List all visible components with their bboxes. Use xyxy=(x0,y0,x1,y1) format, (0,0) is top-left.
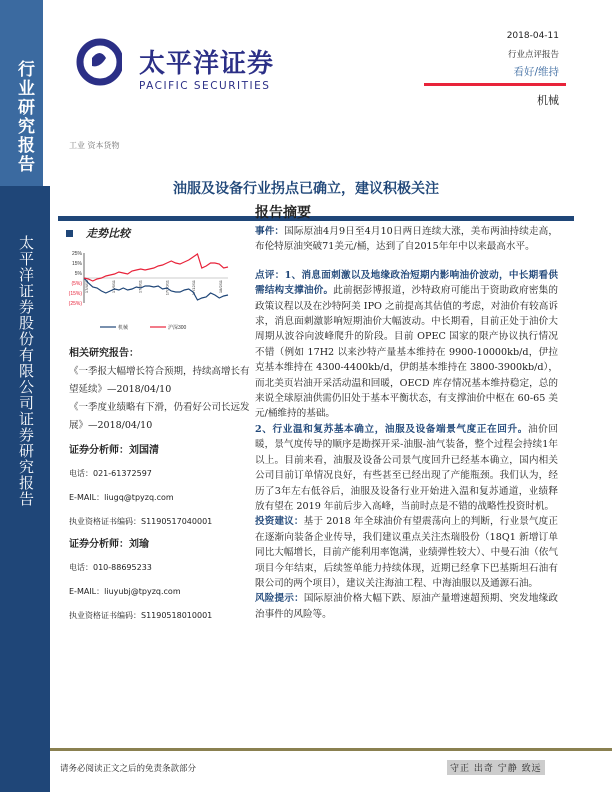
x-tick-label: 17/10/11 xyxy=(164,280,170,296)
rating: 看好/维持 xyxy=(513,66,559,78)
series-line-0 xyxy=(84,278,228,300)
brand-name-en: PACIFIC SECURITIES xyxy=(139,80,271,92)
brand-name-cn: 太平洋证券 xyxy=(139,49,275,79)
series-line-1 xyxy=(84,254,228,281)
related-report[interactable]: 《一季报大幅增长符合预期，持续高增长有望延续》—2018/04/10 xyxy=(69,366,250,395)
disclaimer-note: 请务必阅读正文之后的免责条款部分 xyxy=(60,764,197,774)
investment-label: 投资建议： xyxy=(255,516,304,528)
legend-label: 沪深300 xyxy=(168,325,187,331)
report-type: 行业点评报告 xyxy=(507,50,559,60)
x-tick-label: 17/12/11 xyxy=(191,280,197,296)
x-tick-label: 17/8/11 xyxy=(137,280,143,294)
company-logo-icon xyxy=(62,14,122,104)
analyst-cert: 执业资格证书编码：S1190517040001 xyxy=(69,517,213,526)
comment1-text: 此前据彭博报道，沙特政府可能出于资助政府密集的政策议程以及在沙特阿美 IPO 之前提高其估值的考虑，对油价有较高诉求，消息面刺激影响短期油价大幅波动。中长期看，目前正处于油价大周期从波谷向波峰爬升的阶段。目前 OPEC 国家的限产协议执行情况不错（例如 17H2 以来沙特产量基本维持在 9900-10000kb/d，伊拉克基本维持在 4300-4400kb/d，伊朗基本维持在 3800-3900kb/d），而北美页岩油开采活动温和回暖，OECD 库存情况基本维持稳定，总的来说全球原油供需仍旧处于基本平衡状态，有支撑油价中枢在 60-65 美元/桶维持的基础。 xyxy=(255,285,559,420)
legend-label: 机械 xyxy=(118,325,129,331)
comment2-label: 2、行业温和复苏基本确立，油服及设备端景气度正在回升。 xyxy=(255,423,528,435)
x-tick-label: 17/4/11 xyxy=(84,280,89,294)
summary-body xyxy=(255,224,558,622)
bullet-square-icon xyxy=(66,230,73,237)
x-tick-label: 17/6/11 xyxy=(110,280,116,294)
y-tick-label: (15%) xyxy=(68,291,82,297)
sidebar-company-label: 太平洋证券股份有限公司证券研究报告 xyxy=(17,235,35,507)
sector: 机械 xyxy=(537,94,559,107)
analyst-phone: 电话：010-88695233 xyxy=(69,563,152,572)
analyst-name: 证券分析师：刘国清 xyxy=(69,445,159,456)
y-tick-label: (5%) xyxy=(71,281,82,287)
event-label: 事件： xyxy=(255,226,285,237)
summary-heading: 报告摘要 xyxy=(255,205,311,221)
comment2-text: 油价回暖，景气度传导的顺序是勘探开采-油服-油气装备，整个过程会持续1年以上。目前来看，油服及设备公司景气度回升已经基本确立，国内相关公司目前订单情况良好，有些甚至已经出现了产能瓶颈。我们认为，经历了3年左右低谷后，油服及设备行业开始进入温和复苏通道，业绩释放有望在 2019 年前后步入高峰，当前时点是不错的战略性投资时机。 xyxy=(255,423,558,512)
title-divider xyxy=(58,216,574,221)
analyst-phone: 电话：021-61372597 xyxy=(69,469,152,478)
industry-label: 工业 资本货物 xyxy=(69,141,120,150)
risk-text: 国际原油价格大幅下跌、原油产量增速超预期、突发地缘政治事件的风险等。 xyxy=(255,593,559,620)
analyst-email[interactable]: E-MAIL：liuyubj@tpyzq.com xyxy=(69,587,181,596)
comment1-label: 点评：1、消息面刺激以及地缘政治短期内影响油价波动，中长期看供需结构支撑油价。 xyxy=(255,269,558,297)
y-tick-label: 5% xyxy=(74,271,82,277)
footer-divider xyxy=(50,748,612,751)
related-report[interactable]: 《一季度业绩略有下滑，仍看好公司长远发展》—2018/04/10 xyxy=(69,402,250,431)
investment-text: 基于 2018 年全球油价有望震荡向上的判断，行业景气度正在逐渐向装备企业传导，我们建议重点关注杰瑞股份（18Q1 新增订单同比大幅增长，目前产能利用率饱满，业绩弹性较大）、中曼石油（依气项目今年结束，后续签单能力持续体现，近期已经拿下巴基斯坦石油有限公司的两个项目），建议关注海油工程、中海油服以及通源石油。 xyxy=(255,516,559,589)
divider xyxy=(424,83,566,86)
analyst-cert: 执业资格证书编码：S1190518010001 xyxy=(69,611,213,620)
report-date: 2018-04-11 xyxy=(506,31,559,41)
trend-chart xyxy=(60,245,240,345)
sidebar-report-label: 行业研究报告 xyxy=(14,60,34,174)
event-text: 国际原油4月9日至4月10日两日连续大涨，美布两油持续走高，布伦特原油突破71美元/桶，达到了自2015年年中以来最高水平。 xyxy=(255,226,558,253)
y-tick-label: (25%) xyxy=(68,301,82,307)
y-tick-label: 15% xyxy=(71,261,82,267)
risk-label: 风险提示： xyxy=(255,593,304,605)
report-title: 油服及设备行业拐点已确立，建议积极关注 xyxy=(173,181,439,197)
x-tick-label: 18/2/11 xyxy=(218,280,223,294)
y-tick-label: 25% xyxy=(71,251,82,257)
analyst-email[interactable]: E-MAIL：liugq@tpyzq.com xyxy=(69,493,174,502)
analyst-name: 证券分析师：刘瑜 xyxy=(69,539,149,550)
trend-heading: 走势比较 xyxy=(86,227,130,240)
company-motto: 守正 出奇 宁静 致远 xyxy=(447,760,545,775)
related-heading: 相关研究报告： xyxy=(69,348,139,359)
